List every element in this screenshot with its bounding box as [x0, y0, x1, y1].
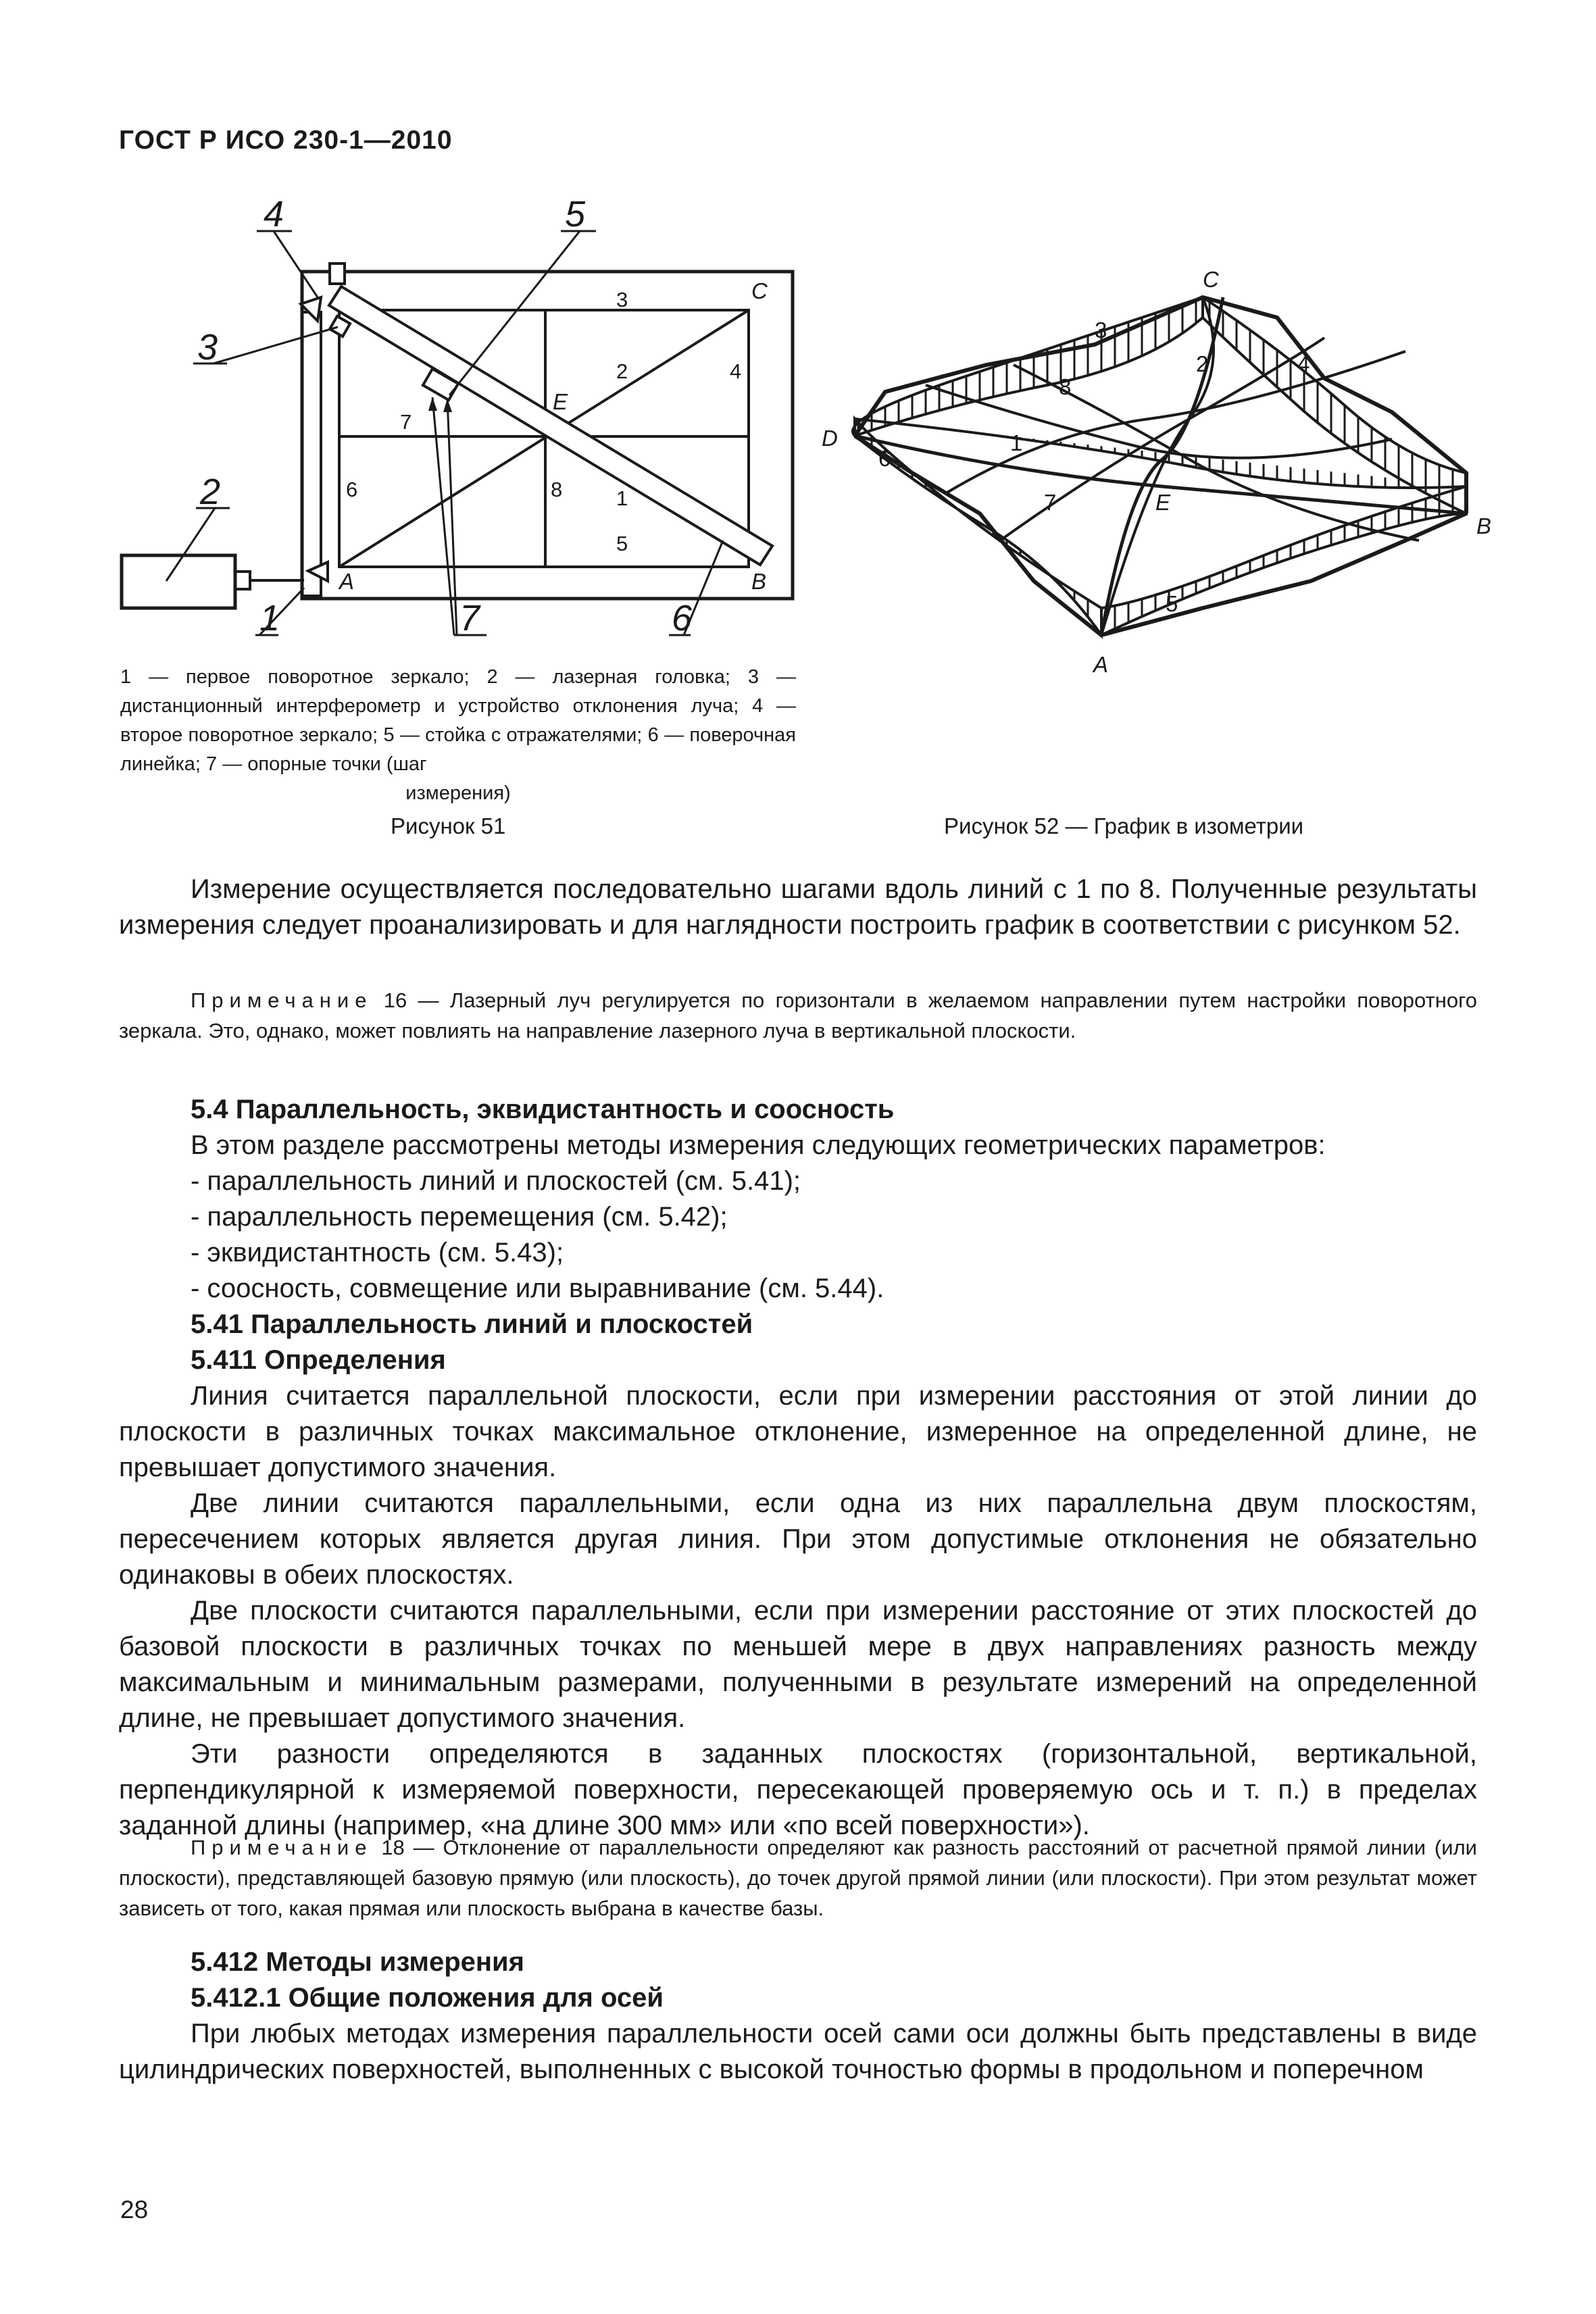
- fig51-callout-5: 5: [565, 194, 586, 234]
- fig51-point-e: E: [553, 389, 568, 414]
- fig51-line-2: 2: [616, 359, 628, 383]
- section-5-412-1-title: 5.412.1 Общие положения для осей: [191, 1983, 664, 2013]
- section-5-4-title: 5.4 Параллельность, эквидистантность и соосность: [191, 1095, 895, 1124]
- fig51-point-b: B: [751, 569, 767, 594]
- fig51-callout-1: 1: [259, 598, 280, 638]
- section-5-4-intro: В этом разделе рассмотрены методы измерения следующих геометрических параметров:: [191, 1130, 1326, 1160]
- definition-paragraph: Две плоскости считаются параллельными, если при измерении расстояние от этих плоскостей до базовой плоскости в различных точках по меньшей мере в двух направлениях разность между максимальным и минимальным размерами, полученными в результате измерений на определенной длине, не превышает допустимого значения.: [119, 1596, 1477, 1733]
- legend-text: 1 — первое поворотное зеркало; 2 — лазерная головка; 3 — дистанционный интерферометр и устройство отклонения луча; 4 — второе поворотное зеркало; 5 — стойка с отражателями; 6 — поверочная линейка; 7 — опорные точки (шаг: [120, 666, 796, 775]
- definition-paragraph: Две линии считаются параллельными, если одна из них параллельна двум плоскостям, пересечением которых является другая линия. При этом допустимые отклонения не обязательно одинаковы в обеих плоскостях.: [119, 1488, 1477, 1590]
- fig52-line-3: 3: [1095, 318, 1107, 343]
- fig51-line-1: 1: [616, 486, 628, 510]
- note-18: [119, 1832, 1477, 1923]
- fig51-callout-6: 6: [672, 598, 693, 638]
- fig52-point-d: D: [822, 426, 838, 451]
- fig52-line-8: 8: [1059, 374, 1072, 399]
- note-16-text: 16 — Лазерный луч регулируется по горизонтали в желаемом направлении путем настройки поворотного зеркала. Это, однако, может повлиять на направление лазерного луча в вертикальной плоскости.: [119, 988, 1478, 1042]
- figure-51-diagram: [0, 0, 824, 676]
- fig51-line-4: 4: [730, 359, 742, 383]
- page-number: 28: [120, 2196, 149, 2223]
- document-header: ГОСТ Р ИСО 230-1—2010: [119, 126, 453, 155]
- list-item: - параллельность перемещения (см. 5.42);: [191, 1202, 728, 1232]
- list-item: - параллельность линий и плоскостей (см. 5.41);: [191, 1166, 801, 1196]
- fig52-point-c: C: [1203, 267, 1219, 292]
- fig51-callout-7: 7: [459, 598, 480, 638]
- fig51-point-c: C: [751, 278, 768, 303]
- section-5-411-title: 5.411 Определения: [191, 1345, 446, 1375]
- list-item: - соосность, совмещение или выравнивание (см. 5.44).: [191, 1274, 884, 1303]
- note-18-label: Примечание: [191, 1836, 373, 1859]
- figure-52-isometric-plot: [811, 0, 1554, 676]
- figure-52-caption: Рисунок 52 — График в изометрии: [944, 813, 1304, 838]
- section-5-41-title: 5.41 Параллельность линий и плоскостей: [191, 1309, 753, 1339]
- fig52-point-b: B: [1476, 513, 1492, 538]
- fig52-point-a: A: [1093, 652, 1109, 676]
- section-5-4: [119, 1092, 1477, 1844]
- section-5-412-1-text: При любых методах измерения параллельности осей сами оси должны быть представлены в виде цилиндрических поверхностей, выполненных с высокой точностью формы в продольном и поперечном: [119, 2019, 1477, 2084]
- fig52-line-1: 1: [1010, 430, 1023, 455]
- note-18-text: 18 — Отклонение от параллельности определяют как разность расстояний от расчетной прямой линии (или плоскости), представляющей базовую прямую (или плоскость), до точек другой прямой линии (или плоскости). При этом результат может зависеть от того, какая прямая или плоскость выбрана в качестве базы.: [119, 1836, 1477, 1920]
- fig52-line-7: 7: [1044, 490, 1057, 515]
- definition-paragraph: Эти разности определяются в заданных плоскостях (горизонтальной, вертикальной, перпендикулярной к измеряемой поверхности, пересекающей проверяемую ось и т. п.) в пределах заданной длины (например, «на длине 300 мм» или «по всей поверхности»).: [119, 1739, 1477, 1840]
- note-16: [119, 985, 1477, 1046]
- fig52-line-2: 2: [1196, 351, 1209, 376]
- fig51-line-6: 6: [346, 478, 358, 501]
- fig51-line-3: 3: [616, 288, 628, 311]
- fig51-callout-2: 2: [200, 472, 221, 512]
- fig51-line-8: 8: [551, 478, 563, 501]
- figure-51-legend: [120, 663, 796, 808]
- fig52-line-4: 4: [1297, 351, 1310, 376]
- section-5-412: [119, 1944, 1477, 2088]
- fig52-point-e: E: [1155, 490, 1171, 515]
- definition-paragraph: Линия считается параллельной плоскости, если при измерении расстояния от этой линии до плоскости в различных точках максимальное отклонение, измеренное на определенной длине, не превышает допустимого значения.: [119, 1381, 1477, 1482]
- intro-text-block: [119, 872, 1477, 943]
- fig51-callout-3: 3: [197, 327, 218, 368]
- intro-paragraph: Измерение осуществляется последовательно шагами вдоль линий с 1 по 8. Полученные результаты измерения следует проанализировать и для наглядности построить график в соответствии с рисунком 52.: [119, 874, 1477, 940]
- legend-text-end: измерения): [405, 782, 511, 804]
- fig51-callout-4: 4: [264, 194, 284, 234]
- list-item: - эквидистантность (см. 5.43);: [191, 1238, 564, 1267]
- fig52-line-6: 6: [878, 446, 891, 471]
- figure-51-caption: Рисунок 51: [391, 813, 506, 838]
- section-5-412-title: 5.412 Методы измерения: [191, 1947, 524, 1977]
- note-16-label: Примечание: [191, 988, 373, 1012]
- fig51-line-5: 5: [616, 532, 628, 555]
- fig52-line-5: 5: [1166, 591, 1178, 616]
- fig51-point-a: A: [339, 569, 355, 594]
- fig51-line-7: 7: [400, 410, 412, 434]
